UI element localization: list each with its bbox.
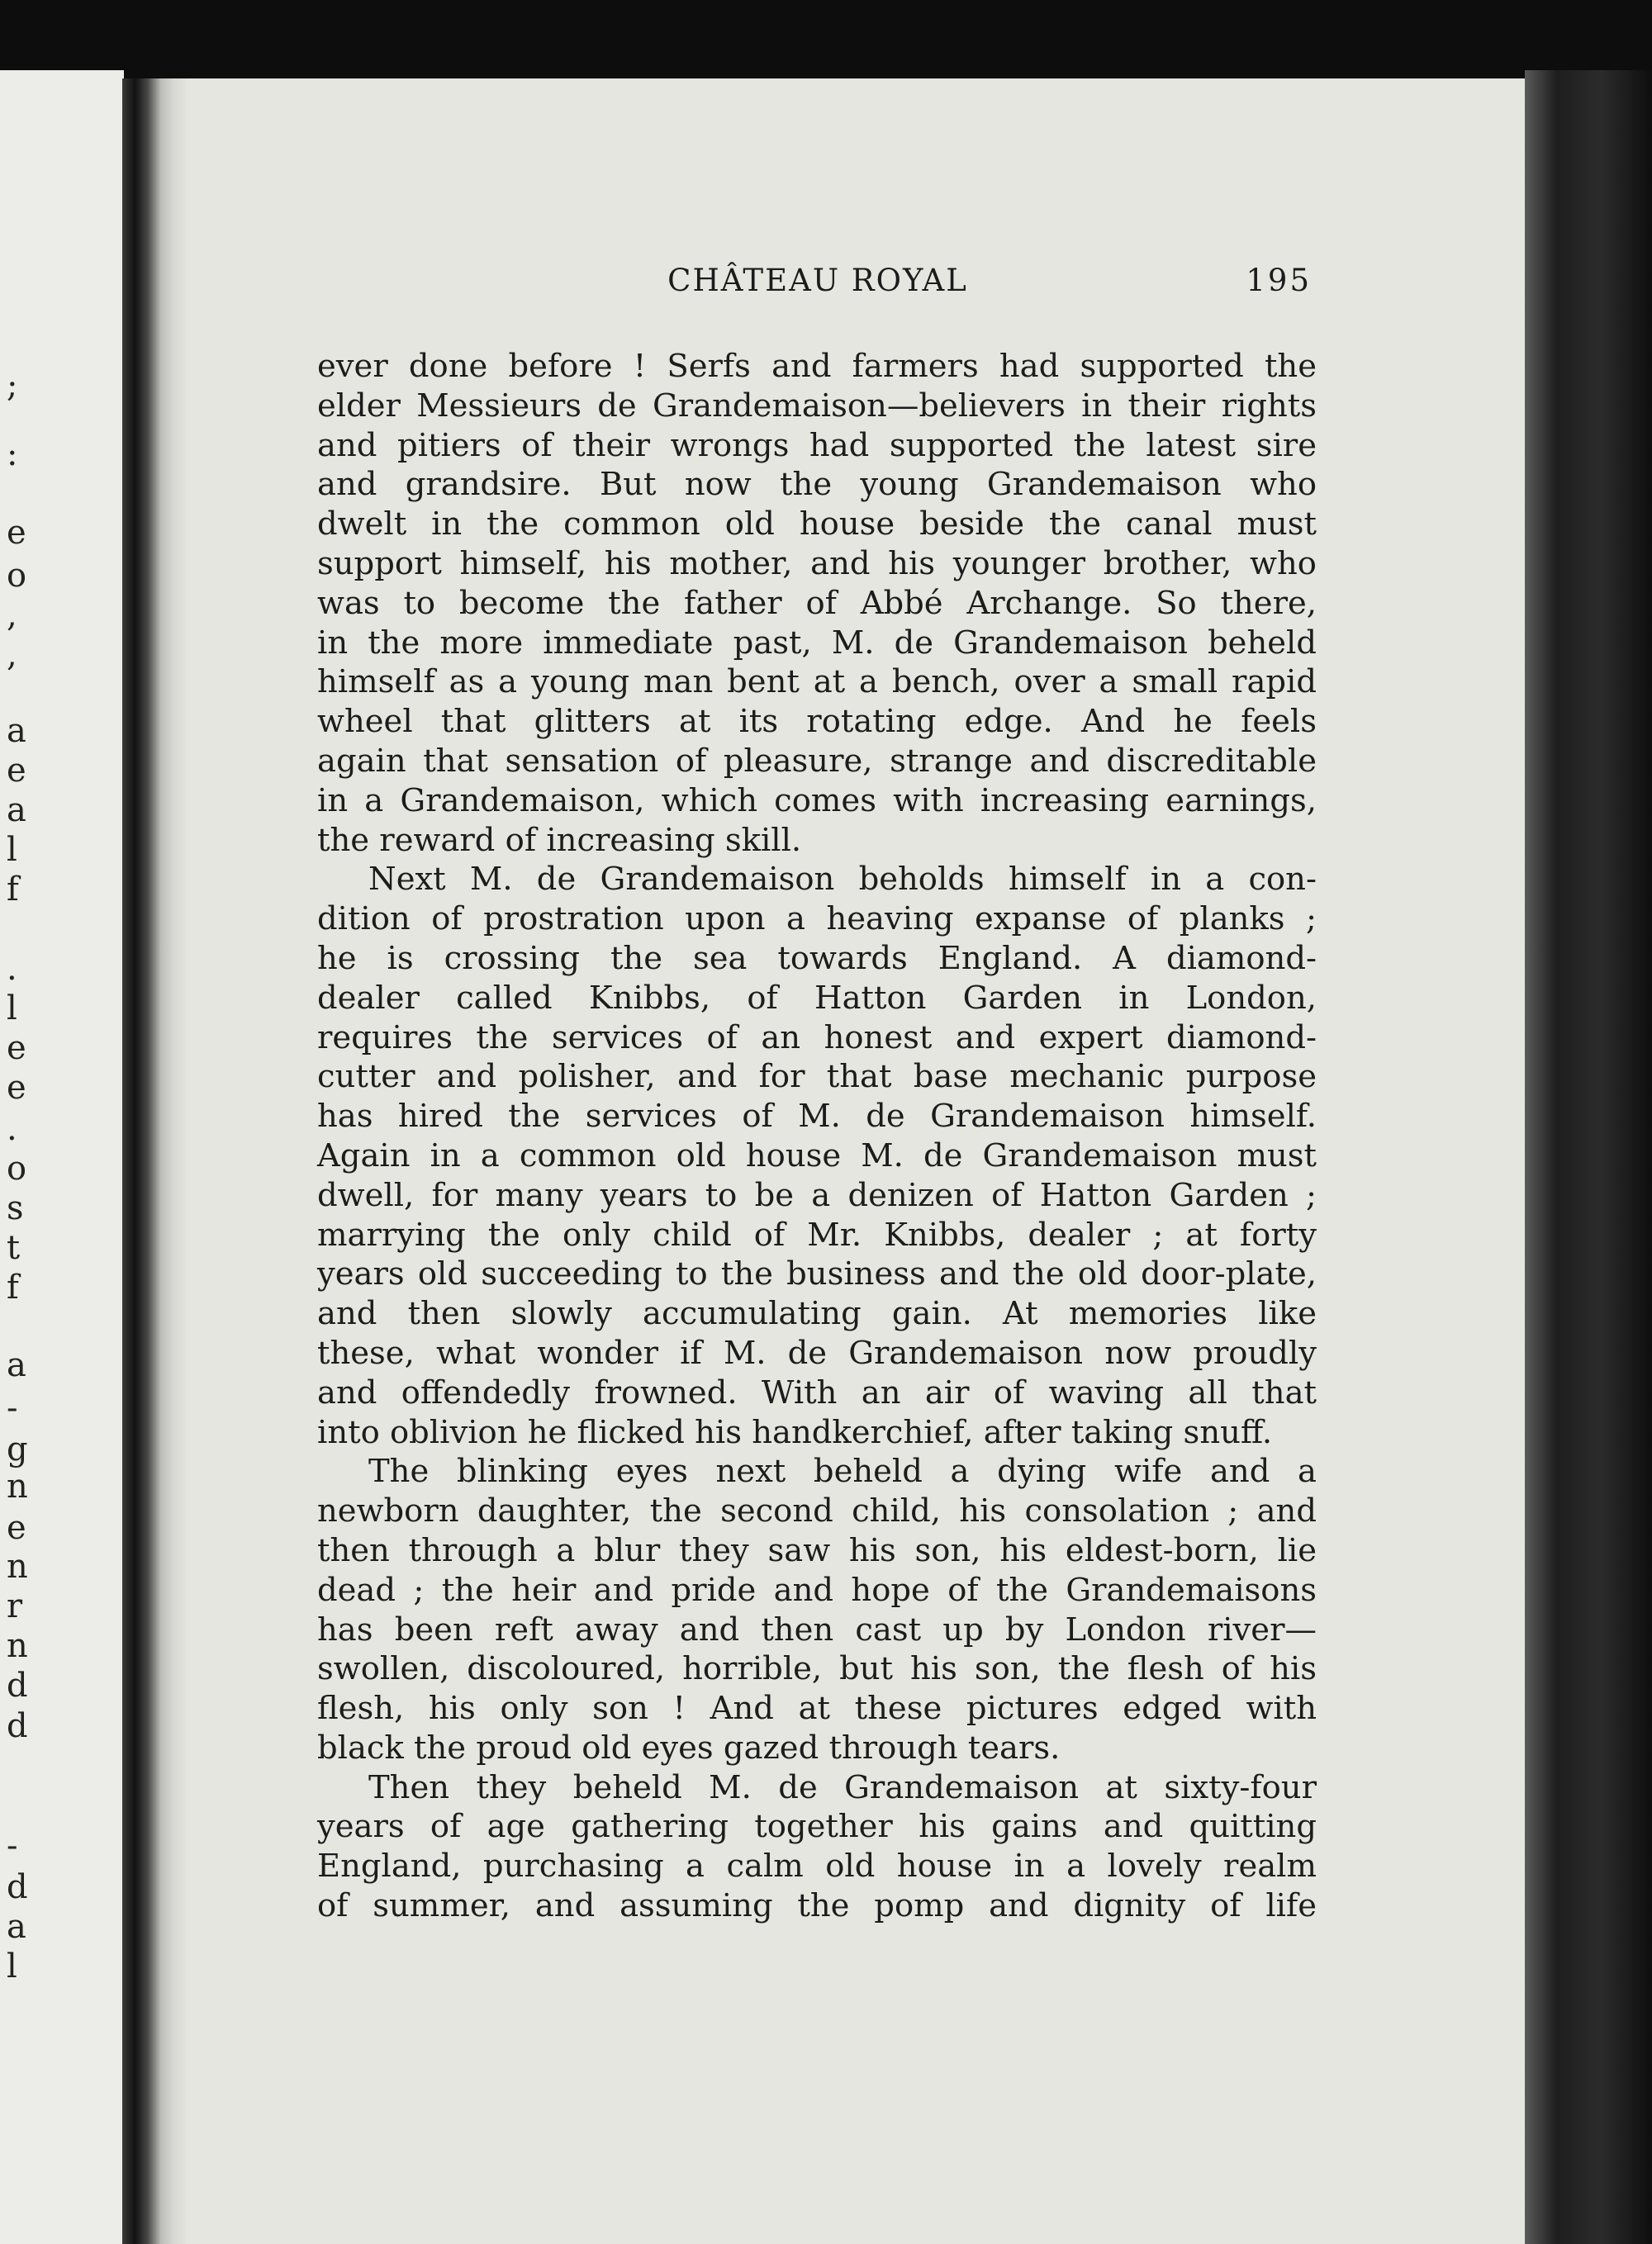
left-page-fragment: a [7, 712, 26, 750]
running-header [322, 263, 1312, 312]
text-line: was to become the father of Abbé Archange. So there, [317, 584, 1317, 622]
text-line: requires the services of an honest and expert diamond- [317, 1018, 1317, 1056]
book-block-edge [1525, 70, 1652, 2244]
text-line: then through a blur they saw his son, his eldest-born, lie [317, 1531, 1317, 1569]
left-page-fragment: d [7, 1868, 28, 1906]
left-page-fragment: a [7, 1908, 26, 1946]
text-line: flesh, his only son ! And at these pictures edged with [317, 1690, 1317, 1728]
left-page-fragment: g [7, 1430, 28, 1468]
text-line: of summer, and assuming the pomp and dignity of life [317, 1887, 1317, 1925]
left-page-fragment: e [7, 752, 26, 790]
left-page-fragment: s [7, 1189, 24, 1227]
text-line: in a Grandemaison, which comes with increasing earnings, [317, 781, 1317, 819]
text-line: cutter and polisher, and for that base mechanic purpose [317, 1058, 1317, 1096]
left-page-fragment: o [7, 557, 27, 595]
text-line: newborn daughter, the second child, his consolation ; and [317, 1492, 1317, 1530]
text-line: Again in a common old house M. de Grandemaison must [317, 1136, 1317, 1174]
left-page-fragment: l [7, 831, 17, 869]
text-line: the reward of increasing skill. [317, 821, 802, 859]
left-page-fragment: n [7, 1468, 28, 1506]
text-line: Next M. de Grandemaison beholds himself in a con- [368, 861, 1317, 899]
text-line: and offendedly frowned. With an air of waving all that [317, 1373, 1317, 1411]
text-line: support himself, his mother, and his younger brother, who [317, 544, 1317, 582]
left-page-fragment: e [7, 1029, 26, 1067]
text-line: years old succeeding to the business and the old door-plate, [317, 1255, 1317, 1293]
text-line: these, what wonder if M. de Grandemaison now proudly [317, 1334, 1317, 1372]
left-page-fragment: n [7, 1627, 28, 1665]
left-page-fragment: - [7, 1389, 18, 1427]
scan-top-border [0, 0, 1652, 78]
left-page-fragment: a [7, 1346, 26, 1384]
previous-page-edge [0, 70, 124, 2244]
text-line: dealer called Knibbs, of Hatton Garden in London, [317, 979, 1317, 1017]
left-page-fragment: r [7, 1587, 23, 1625]
left-page-fragment: d [7, 1667, 28, 1705]
text-line: black the proud old eyes gazed through tears. [317, 1729, 1061, 1767]
left-page-fragment: n [7, 1548, 28, 1586]
left-page-fragment: ; [7, 367, 18, 405]
text-line: dwell, for many years to be a denizen of Hatton Garden ; [317, 1176, 1317, 1214]
left-page-fragment: e [7, 1509, 26, 1547]
text-line: and then slowly accumulating gain. At memories like [317, 1295, 1317, 1333]
left-page-fragment: f [7, 1269, 19, 1307]
left-page-fragment: e [7, 514, 26, 552]
book-gutter [122, 78, 187, 2244]
left-page-fragment: - [7, 1827, 18, 1865]
left-page-fragment: : [7, 435, 18, 473]
text-line: elder Messieurs de Grandemaison—believers in their rights [317, 387, 1317, 425]
text-line: ever done before ! Serfs and farmers had supported the [317, 348, 1317, 385]
left-page-fragment: . [7, 950, 17, 988]
text-line: The blinking eyes next beheld a dying wife and a [368, 1453, 1317, 1491]
text-line: wheel that glitters at its rotating edge. And he feels [317, 703, 1317, 741]
text-line: himself as a young man bent at a bench, over a small rapid [317, 663, 1317, 701]
text-line: dwelt in the common old house beside the canal must [317, 505, 1317, 543]
left-page-fragment: e [7, 1069, 26, 1107]
left-page-fragment: t [7, 1229, 21, 1267]
text-line: in the more immediate past, M. de Grandemaison beheld [317, 624, 1317, 662]
left-page-fragment: o [7, 1150, 27, 1188]
left-page-fragment: d [7, 1707, 28, 1745]
left-page-fragment: l [7, 1947, 17, 1985]
text-line: dead ; the heir and pride and hope of the Grandemaisons [317, 1571, 1317, 1609]
left-page-fragment: . [7, 1110, 17, 1148]
left-page-fragment: l [7, 989, 17, 1027]
text-line: England, purchasing a calm old house in a lovely realm [317, 1848, 1317, 1886]
text-line: years of age gathering together his gains and quitting [317, 1808, 1317, 1846]
text-line: and pitiers of their wrongs had supported the latest sire [317, 426, 1317, 464]
text-line: dition of prostration upon a heaving expanse of planks ; [317, 900, 1317, 938]
text-line: and grandsire. But now the young Grandemaison who [317, 466, 1317, 504]
left-page-fragment: a [7, 791, 26, 829]
page-number: 195 [1246, 263, 1312, 298]
text-line: Then they beheld M. de Grandemaison at sixty-four [368, 1768, 1317, 1806]
text-line: has hired the services of M. de Grandemaison himself. [317, 1098, 1317, 1136]
body-text [317, 347, 1317, 1926]
text-line: he is crossing the sea towards England. A diamond- [317, 939, 1317, 977]
text-line: has been reft away and then cast up by London river— [317, 1611, 1317, 1649]
left-page-fragment: f [7, 871, 19, 909]
running-title: CHÂTEAU ROYAL [667, 263, 968, 298]
text-line: marrying the only child of Mr. Knibbs, dealer ; at forty [317, 1216, 1317, 1254]
text-line: swollen, discoloured, horrible, but his son, the flesh of his [317, 1650, 1317, 1688]
text-line: again that sensation of pleasure, strange and discreditable [317, 742, 1317, 780]
text-line: into oblivion he flicked his handkerchief, after taking snuff. [317, 1413, 1273, 1451]
left-page-fragment: , [7, 596, 17, 634]
left-page-fragment: , [7, 636, 17, 674]
